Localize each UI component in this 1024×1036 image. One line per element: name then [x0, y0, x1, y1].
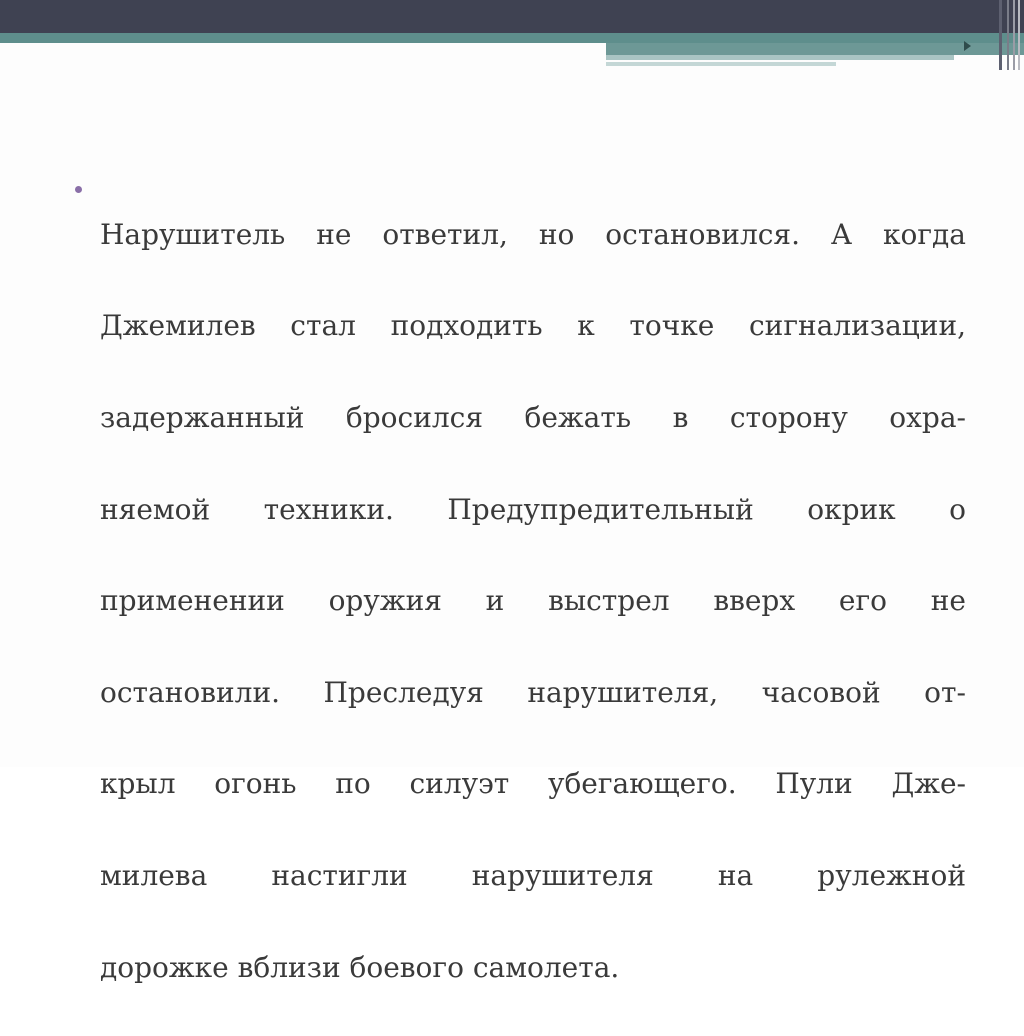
top-decor-bar	[0, 0, 1024, 33]
bullet-item	[100, 166, 966, 1036]
decor-stripe	[606, 55, 954, 60]
text-line: Нарушитель не ответил, но остановился. А когда	[100, 217, 966, 251]
text-line: задержанный бросился бежать в сторону охра-	[100, 400, 966, 434]
bullet-dot-icon	[75, 186, 82, 193]
arrow-right-icon	[964, 41, 971, 51]
text-line: применении оружия и выстрел вверх его не	[100, 584, 966, 618]
vertical-lines-decor	[998, 0, 1024, 70]
text-line: Джемилев стал подходить к точке сигнализации,	[100, 309, 966, 343]
text-line: милева настигли нарушителя на рулежной	[100, 858, 966, 892]
text-line: дорожке вблизи боевого самолета.	[100, 950, 620, 984]
bullet-paragraph	[100, 166, 966, 1036]
text-line: остановили. Преследуя нарушителя, часовой от-	[100, 675, 966, 709]
decor-stripe-thin	[606, 62, 836, 66]
slide-body	[100, 166, 966, 1036]
right-decor-block	[606, 43, 1024, 55]
teal-decor-band	[0, 33, 1024, 43]
text-line: няемой техники. Предупредительный окрик о	[100, 492, 966, 526]
text-line: крыл огонь по силуэт убегающего. Пули Дже-	[100, 767, 966, 801]
